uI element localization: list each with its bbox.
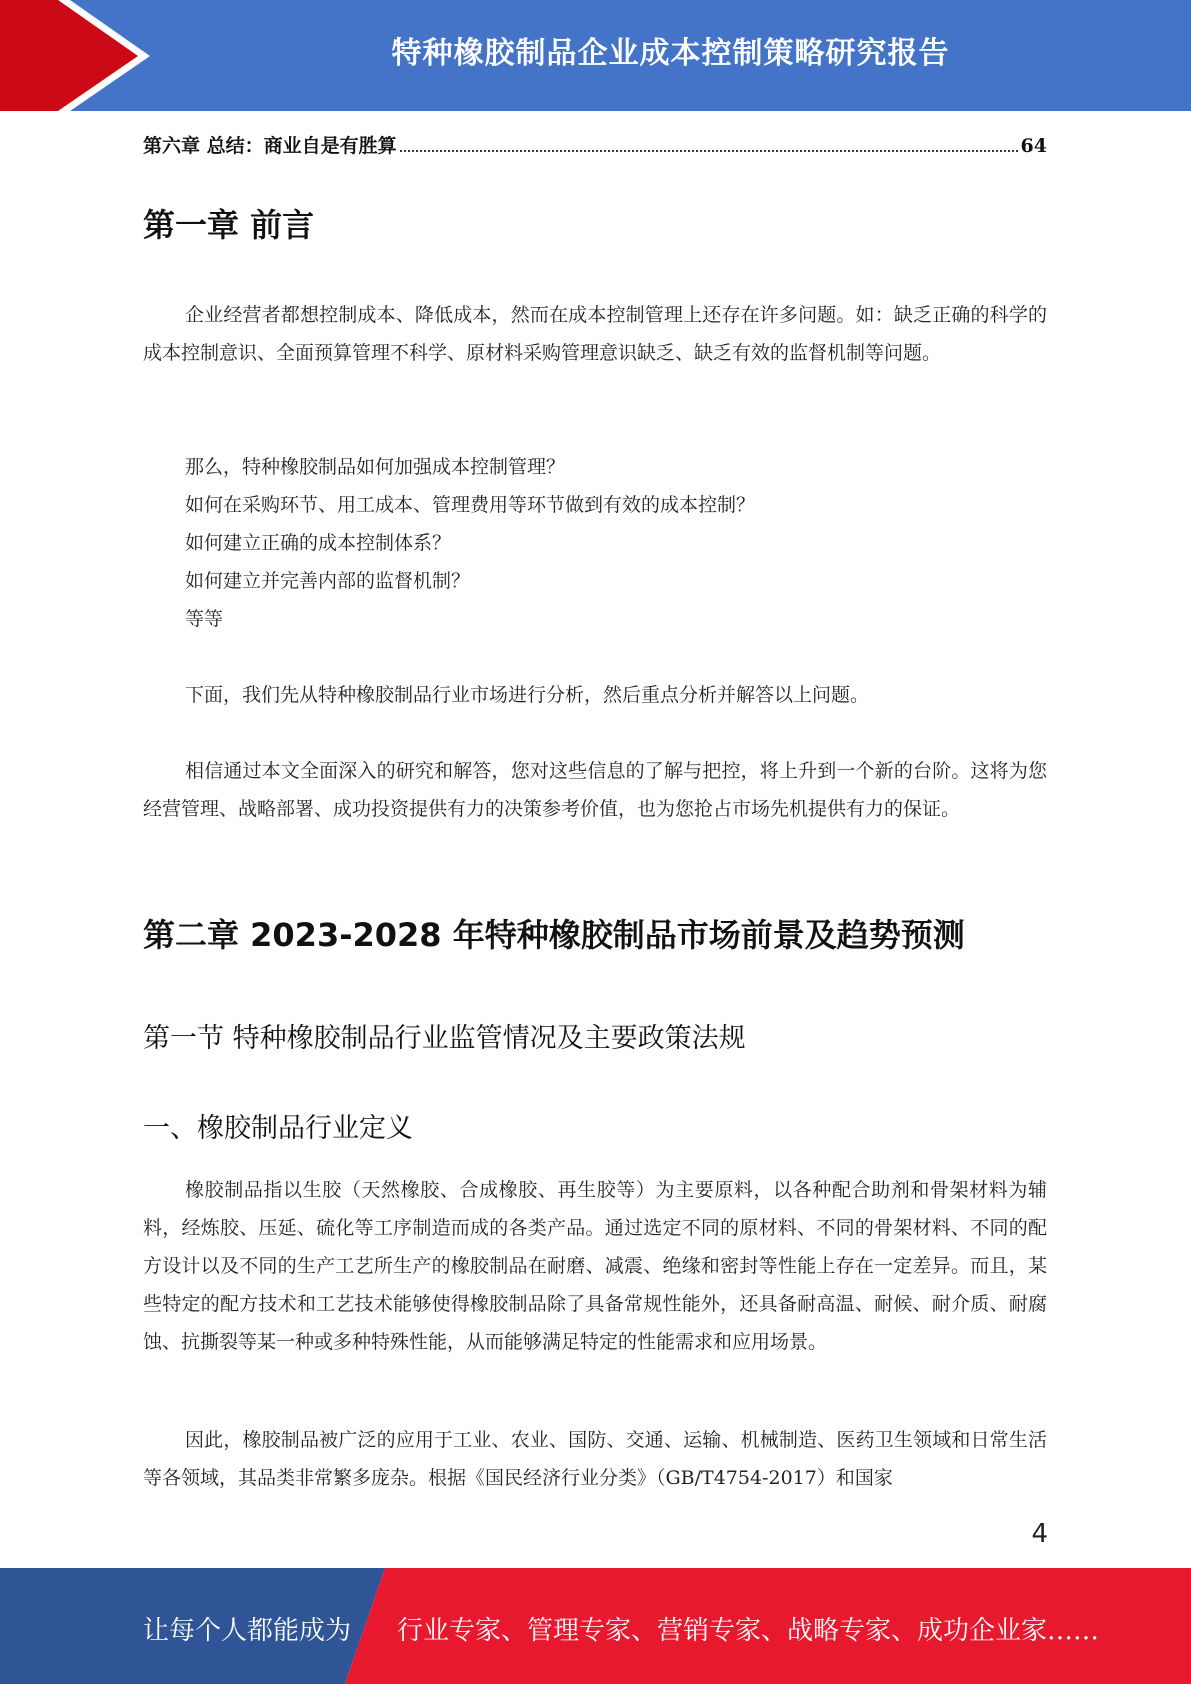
footer-slogan-left: 让每个人都能成为 — [143, 1616, 352, 1646]
toc-entry-page: 64 — [1020, 135, 1047, 157]
question-item: 那么，特种橡胶制品如何加强成本控制管理？ — [185, 456, 566, 478]
chapter-1-heading: 第一章 前言 — [143, 206, 315, 244]
belief-paragraph: 相信通过本文全面深入的研究和解答，您对这些信息的了解与把控，将上升到一个新的台阶。这将为您经营管理、战略部署、成功投资提供有力的决策参考价值，也为您抢占市场先机提供有力的保证。 — [143, 760, 1047, 820]
next-paragraph: 下面，我们先从特种橡胶制品行业市场进行分析，然后重点分析并解答以上问题。 — [185, 684, 870, 706]
report-title: 特种橡胶制品企业成本控制策略研究报告 — [391, 36, 950, 71]
question-list — [185, 448, 755, 638]
subsection-1-heading: 一、橡胶制品行业定义 — [143, 1113, 413, 1144]
question-item: 如何建立正确的成本控制体系？ — [185, 532, 452, 554]
definition-paragraph: 橡胶制品指以生胶（天然橡胶、合成橡胶、再生胶等）为主要原料，以各种配合助剂和骨架材料为辅料，经炼胶、压延、硫化等工序制造而成的各类产品。通过选定不同的原材料、不同的骨架材料、不同的配方设计以及不同的生产工艺所生产的橡胶制品在耐磨、减震、绝缘和密封等性能上存在一定差异。而且，某些特定的配方技术和工艺技术能够使得橡胶制品除了具备常规性能外，还具备耐高温、耐候、耐介质、耐腐蚀、抗撕裂等某一种或多种特殊性能，从而能够满足特定的性能需求和应用场景。 — [143, 1179, 1047, 1353]
page-header — [0, 0, 1191, 111]
page-number: 4 — [1031, 1519, 1048, 1549]
chapter-2-heading: 第二章 2023-2028 年特种橡胶制品市场前景及趋势预测 — [143, 916, 965, 954]
question-item: 如何在采购环节、用工成本、管理费用等环节做到有效的成本控制？ — [185, 494, 756, 516]
application-paragraph: 因此，橡胶制品被广泛的应用于工业、农业、国防、交通、运输、机械制造、医药卫生领域和日常生活等各领域，其品类非常繁多庞杂。根据《国民经济行业分类》（GB/T4754-2017）和国家 — [143, 1429, 1047, 1489]
section-1-heading: 第一节 特种橡胶制品行业监管情况及主要政策法规 — [143, 1023, 746, 1054]
page-footer — [0, 1568, 1191, 1684]
question-item: 等等 — [185, 608, 224, 630]
toc-entry[interactable] — [143, 131, 1047, 158]
toc-leader-dots — [400, 136, 1018, 152]
footer-slogan-right: 行业专家、管理专家、营销专家、战略专家、成功企业家…… — [397, 1616, 1100, 1646]
toc-entry-label: 第六章 总结：商业自是有胜算 — [143, 135, 397, 157]
intro-paragraph: 企业经营者都想控制成本、降低成本，然而在成本控制管理上还存在许多问题。如：缺乏正确的科学的成本控制意识、全面预算管理不科学、原材料采购管理意识缺乏、缺乏有效的监督机制等问题。 — [143, 304, 1047, 364]
question-item: 如何建立并完善内部的监督机制？ — [185, 570, 471, 592]
